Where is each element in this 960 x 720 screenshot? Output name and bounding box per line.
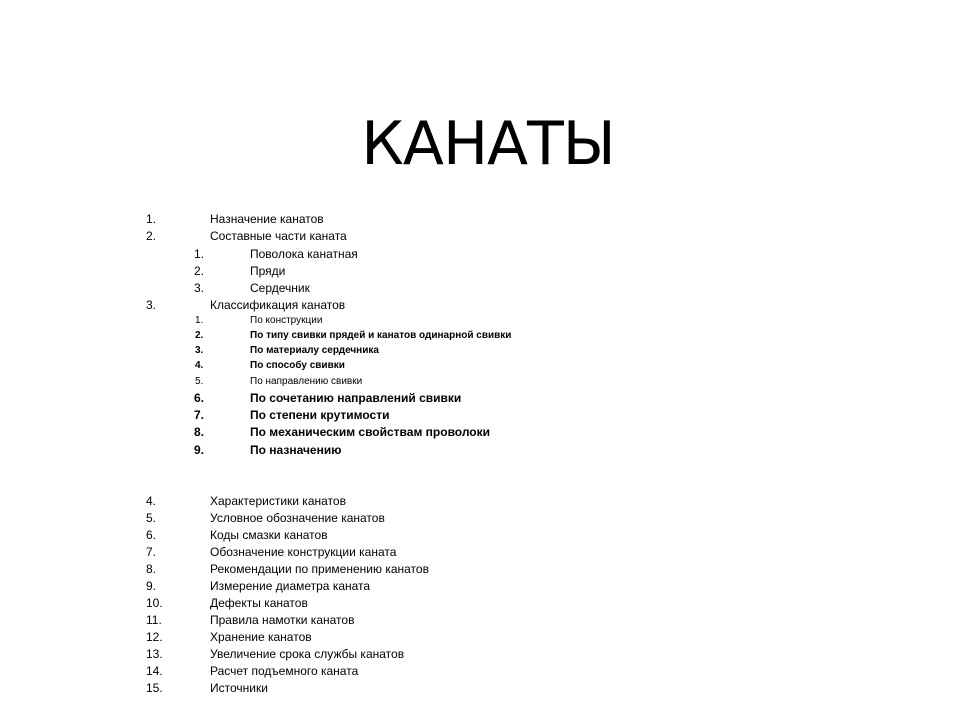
subitem-text: По механическим свойствам проволоки	[250, 425, 490, 439]
item-text: Правила намотки канатов	[210, 613, 355, 627]
subitem-text: Пряди	[250, 264, 286, 278]
item-text: Условное обозначение канатов	[210, 511, 385, 525]
subitem-text: По типу свивки прядей и канатов одинарной свивки	[250, 330, 512, 341]
item-number: 8.	[146, 562, 157, 576]
item-text: Классификация канатов	[210, 298, 346, 312]
subitem-number: 1.	[194, 247, 205, 261]
subitem-text: По конструкции	[250, 315, 323, 326]
subitem-number: 3.	[195, 345, 204, 356]
subitem-text: По направлению свивки	[250, 376, 363, 387]
item-text: Коды смазки канатов	[210, 528, 328, 542]
item-number: 3.	[146, 298, 157, 312]
subitem-number: 4.	[195, 360, 204, 371]
item-number: 4.	[146, 494, 157, 508]
item-text: Хранение канатов	[210, 630, 312, 644]
subitem-number: 5.	[195, 376, 204, 387]
subitem-number: 2.	[194, 264, 205, 278]
subitem-number: 9.	[194, 443, 205, 457]
item-number: 14.	[146, 664, 163, 678]
subitem-number: 1.	[195, 315, 204, 326]
item-number: 6.	[146, 528, 157, 542]
subitem-text: По сочетанию направлений свивки	[250, 391, 462, 405]
item-text: Назначение канатов	[210, 212, 324, 226]
item-text: Источники	[210, 681, 268, 695]
item-number: 11.	[146, 613, 162, 627]
subitem-text: По степени крутимости	[250, 408, 390, 422]
item-text: Обозначение конструкции каната	[210, 545, 397, 559]
item-number: 10.	[146, 596, 163, 610]
item-number: 1.	[146, 212, 157, 226]
subitem-number: 2.	[195, 330, 204, 341]
subitem-text: По назначению	[250, 443, 342, 457]
item-text: Дефекты канатов	[210, 596, 308, 610]
item-number: 12.	[146, 630, 163, 644]
item-number: 9.	[146, 579, 157, 593]
subitem-number: 8.	[194, 425, 205, 439]
item-text: Составные части каната	[210, 229, 347, 243]
item-number: 15.	[146, 681, 163, 695]
item-number: 13.	[146, 647, 163, 661]
slide-title: КАНАТЫ	[361, 109, 615, 179]
subitem-text: Сердечник	[250, 281, 310, 295]
subitem-text: По способу свивки	[250, 360, 345, 371]
subitem-number: 7.	[194, 408, 205, 422]
subitem-number: 3.	[194, 281, 205, 295]
item-number: 7.	[146, 545, 157, 559]
item-text: Расчет подъемного каната	[210, 664, 359, 678]
item-text: Рекомендации по применению канатов	[210, 562, 429, 576]
item-text: Увеличение срока службы канатов	[210, 647, 405, 661]
item-number: 5.	[146, 511, 157, 525]
item-text: Измерение диаметра каната	[210, 579, 371, 593]
subitem-text: Поволока канатная	[250, 247, 358, 261]
subitem-number: 6.	[194, 391, 205, 405]
item-number: 2.	[146, 229, 157, 243]
item-text: Характеристики канатов	[210, 494, 346, 508]
subitem-text: По материалу сердечника	[250, 345, 379, 356]
